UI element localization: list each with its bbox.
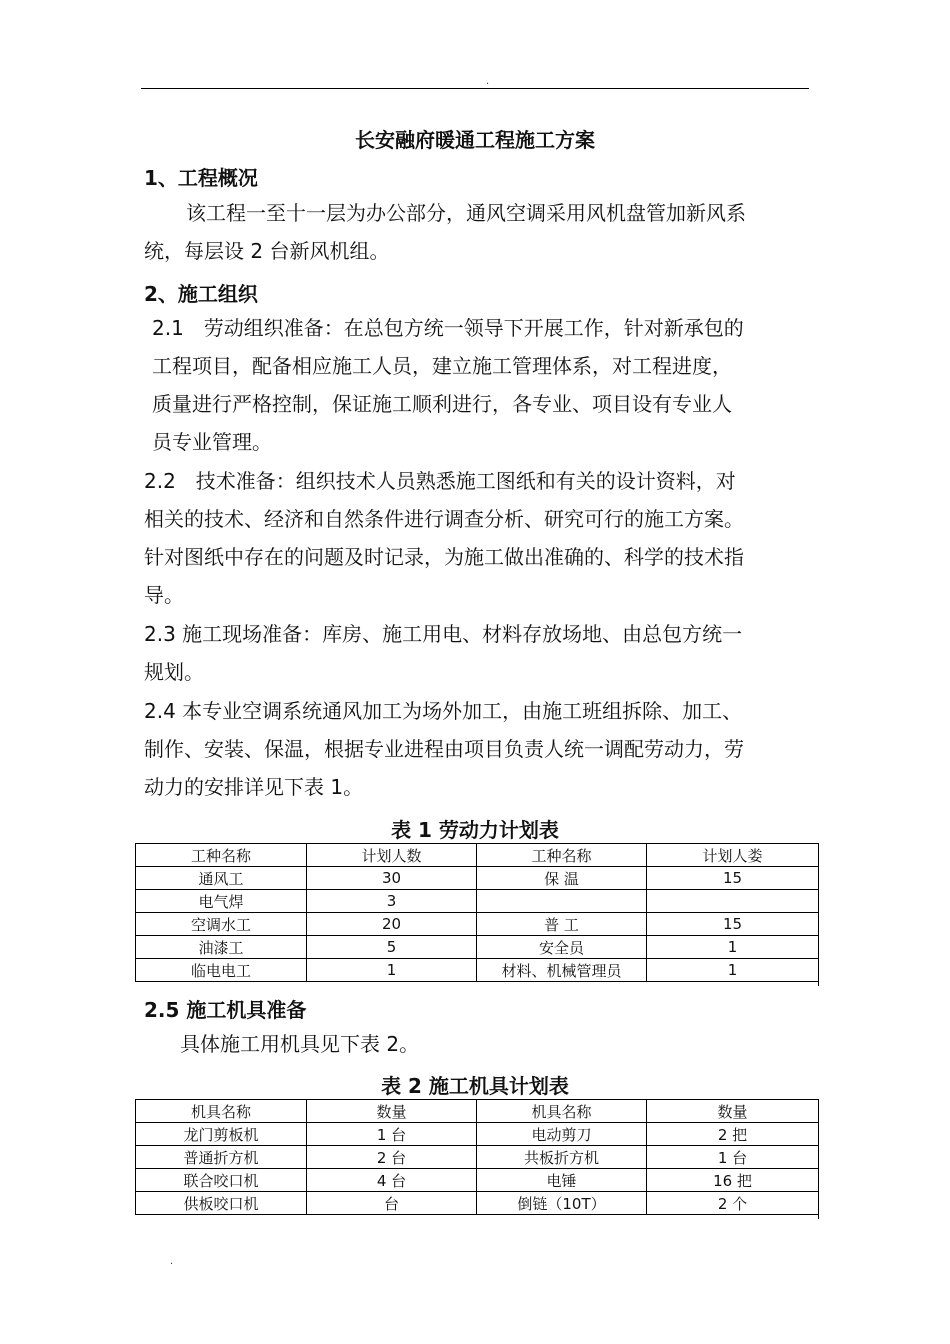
header-cell: 工种名称: [477, 844, 647, 867]
table-cell: 油漆工: [136, 936, 307, 959]
section1-heading: 1、工程概况: [144, 166, 258, 190]
table-row: [136, 867, 819, 890]
table-cell: 保 温: [477, 867, 647, 890]
equipment-plan-table: [135, 1099, 819, 1215]
table-cell: 2 个: [647, 1192, 819, 1215]
p21-line-1: 2.1 劳动组织准备：在总包方统一领导下开展工作，针对新承包的: [152, 316, 744, 340]
section25-line: 具体施工用机具见下表 2。: [180, 1032, 420, 1056]
table-cell: 30: [307, 867, 477, 890]
table-cell: 2 台: [307, 1146, 477, 1169]
table-cell: 空调水工: [136, 913, 307, 936]
table-cell: 供板咬口机: [136, 1192, 307, 1215]
table2-caption: 表 2 施工机具计划表: [381, 1074, 569, 1098]
table-cell: 电动剪刀: [477, 1123, 647, 1146]
header-mark: .: [486, 76, 490, 87]
table-cell: 倒链（10T）: [477, 1192, 647, 1215]
table-cell: 共板折方机: [477, 1146, 647, 1169]
table-cell: 普 工: [477, 913, 647, 936]
table-cell: 台: [307, 1192, 477, 1215]
table-row: [136, 936, 819, 959]
table-cell: 电气焊: [136, 890, 307, 913]
table-cell: 安全员: [477, 936, 647, 959]
footer-mark: .: [170, 1256, 174, 1267]
table2-outer-edge: [818, 1099, 819, 1219]
table-cell: 20: [307, 913, 477, 936]
header-cell: 工种名称: [136, 844, 307, 867]
table-cell: 16 把: [647, 1169, 819, 1192]
header-cell: 数量: [647, 1100, 819, 1123]
p21-line-4: 员专业管理。: [152, 430, 272, 454]
p22-line-3: 针对图纸中存在的问题及时记录，为施工做出准确的、科学的技术指: [144, 545, 744, 569]
table-cell: 1 台: [307, 1123, 477, 1146]
header-cell: 计划人数: [307, 844, 477, 867]
header-cell: 计划人娄: [647, 844, 819, 867]
table-cell: 15: [647, 867, 819, 890]
table-cell: 15: [647, 913, 819, 936]
table-cell: 3: [307, 890, 477, 913]
section2-heading: 2、施工组织: [144, 282, 258, 306]
table-cell: 1: [647, 936, 819, 959]
section1-line-1: 该工程一至十一层为办公部分，通风空调采用风机盘管加新风系: [186, 201, 746, 225]
table-cell: 联合咬口机: [136, 1169, 307, 1192]
table-cell: 临电电工: [136, 959, 307, 982]
table-row: [136, 890, 819, 913]
p21-line-2: 工程项目，配备相应施工人员，建立施工管理体系，对工程进度，: [152, 354, 732, 378]
table-cell: 5: [307, 936, 477, 959]
p24-line-3: 动力的安排详见下表 1。: [144, 775, 364, 799]
table1-outer-edge: [818, 843, 819, 986]
table-cell: 材料、机械管理员: [477, 959, 647, 982]
table-header-row: [136, 844, 819, 867]
table-cell: 龙门剪板机: [136, 1123, 307, 1146]
table-cell: 1: [647, 959, 819, 982]
header-cell: 数量: [307, 1100, 477, 1123]
p21-line-3: 质量进行严格控制，保证施工顺利进行，各专业、项目设有专业人: [152, 392, 732, 416]
table-cell: 通风工: [136, 867, 307, 890]
p23-line-2: 规划。: [144, 660, 204, 684]
table-cell: 4 台: [307, 1169, 477, 1192]
section25-heading: 2.5 施工机具准备: [144, 998, 307, 1022]
table-row: [136, 959, 819, 982]
p22-line-2: 相关的技术、经济和自然条件进行调查分析、研究可行的施工方案。: [144, 507, 744, 531]
labor-plan-table: [135, 843, 819, 982]
table-cell: 1: [307, 959, 477, 982]
table-cell: 电锤: [477, 1169, 647, 1192]
table-row: [136, 1169, 819, 1192]
table-row: [136, 1123, 819, 1146]
document-title: 长安融府暖通工程施工方案: [355, 128, 595, 152]
table-header-row: [136, 1100, 819, 1123]
p22-line-4: 导。: [144, 583, 184, 607]
header-cell: 机具名称: [136, 1100, 307, 1123]
table-cell: 普通折方机: [136, 1146, 307, 1169]
p24-line-1: 2.4 本专业空调系统通风加工为场外加工，由施工班组拆除、加工、: [144, 699, 743, 723]
table-row: [136, 1192, 819, 1215]
table-row: [136, 913, 819, 936]
p24-line-2: 制作、安装、保温，根据专业进程由项目负责人统一调配劳动力，劳: [144, 737, 744, 761]
header-rule: [141, 88, 809, 89]
table-cell: [647, 890, 819, 913]
table-cell: [477, 890, 647, 913]
header-cell: 机具名称: [477, 1100, 647, 1123]
table-row: [136, 1146, 819, 1169]
table-cell: 2 把: [647, 1123, 819, 1146]
section1-line-2: 统，每层设 2 台新风机组。: [144, 239, 390, 263]
p23-line-1: 2.3 施工现场准备：库房、施工用电、材料存放场地、由总包方统一: [144, 622, 743, 646]
table-cell: 1 台: [647, 1146, 819, 1169]
p22-line-1: 2.2 技术准备：组织技术人员熟悉施工图纸和有关的设计资料，对: [144, 469, 736, 493]
table1-caption: 表 1 劳动力计划表: [391, 818, 559, 842]
